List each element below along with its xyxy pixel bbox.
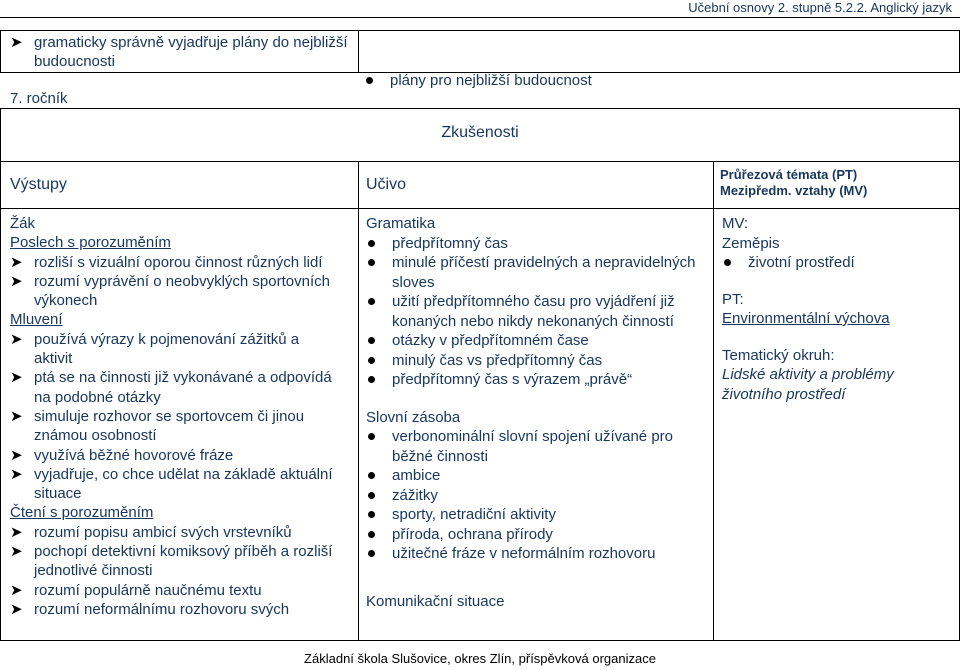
chevron-icon: ➤ <box>10 34 23 51</box>
cteni-heading: Čtení s porozuměním <box>10 504 154 522</box>
okruh-value: Lidské aktivity a problémy životního prostředí <box>722 366 894 403</box>
section-title: Zkušenosti <box>441 124 519 141</box>
bullet-icon <box>368 531 375 538</box>
bullet-icon <box>368 376 375 383</box>
col-divider-1 <box>358 161 359 640</box>
list-item: zážitky <box>366 486 706 506</box>
list-item: ➤ rozumí vyprávění o neobvyklých sportovních výkonech <box>10 272 330 310</box>
grade-label: 7. ročník <box>10 90 68 107</box>
chevron-icon: ➤ <box>10 407 23 425</box>
okruh-label: Tematický okruh: <box>722 346 835 364</box>
bullet-icon <box>368 550 375 557</box>
chevron-icon: ➤ <box>10 523 23 541</box>
slovni-zasoba-heading: Slovní zásoba <box>366 408 461 426</box>
bullet-icon <box>368 511 375 518</box>
list-item: ➤ rozumí neformálnímu rozhovoru svých <box>10 600 290 618</box>
columns-bottom-border <box>0 208 960 209</box>
chevron-icon: ➤ <box>10 253 23 271</box>
gramatika-heading: Gramatika <box>366 215 436 232</box>
col-divider-2 <box>713 161 714 640</box>
table-left-border <box>0 108 1 640</box>
list-item: ➤ rozliší s vizuální oporou činnost různých lidí <box>10 253 323 271</box>
document-footer: Základní škola Slušovice, okres Zlín, příspěvková organizace <box>304 651 656 666</box>
mluveni-heading: Mluvení <box>10 311 63 329</box>
list-item: ➤ ptá se na činnosti již vykonávané a odpovídá na podobné otázky <box>10 369 332 406</box>
bullet-icon <box>368 433 375 440</box>
list-item: ➤ rozumí populárně naučnému textu <box>10 581 262 599</box>
list-item: ➤ rozumí popisu ambicí svých vrstevníků <box>10 523 292 541</box>
chevron-icon: ➤ <box>10 600 23 618</box>
list-item: minulý čas vs předpřítomný čas <box>366 351 706 371</box>
vystupy-column <box>10 214 340 619</box>
list-item: verbonominální slovní spojení užívané pro běžné činnosti <box>366 427 706 466</box>
list-item: ➤ využívá běžné hovorové fráze <box>10 446 234 464</box>
list-item: ambice <box>366 466 706 486</box>
bullet-icon <box>368 298 375 305</box>
ucivo-column <box>366 214 706 611</box>
chevron-icon: ➤ <box>10 543 23 561</box>
mv-label: MV: <box>722 215 749 232</box>
zak-label: Žák <box>10 215 36 232</box>
pt-label: PT: <box>722 290 744 308</box>
header-rule <box>0 17 960 18</box>
column-header-vystupy: Výstupy <box>10 176 67 193</box>
bullet-icon <box>368 259 375 266</box>
list-item: předpřítomný čas <box>366 234 706 254</box>
bullet-icon <box>366 77 373 84</box>
document-header: Učební osnovy 2. stupně 5.2.2. Anglický jazyk <box>688 0 952 15</box>
list-item: užití předpřítomného času pro vyjádření již konaných nebo nikdy nekonaných činností <box>366 292 706 331</box>
column-header-pt: Průřezová témata (PT) Mezipředm. vztahy (MV) <box>720 167 868 198</box>
top-row-divider <box>358 30 359 72</box>
list-item: ➤ simuluje rozhovor se sportovcem či jinou známou osobností <box>10 407 305 445</box>
chevron-icon: ➤ <box>10 330 23 348</box>
bullet-icon <box>368 492 375 499</box>
table-bottom-border <box>0 640 960 641</box>
chevron-icon: ➤ <box>10 446 23 464</box>
bullet-icon <box>368 337 375 344</box>
top-row-outcome: ➤ gramaticky správně vyjadřuje plány do nejbližší budoucnosti <box>10 34 348 70</box>
section-top-border <box>0 108 960 109</box>
top-row-content: plány pro nejbližší budoucnost <box>364 71 750 91</box>
bullet-icon <box>724 259 731 266</box>
komunikacni-situace-heading: Komunikační situace <box>366 592 505 610</box>
list-item: ➤ pochopí detektivní komiksový příběh a rozliší jednotlivé činnosti <box>10 543 333 580</box>
top-row-left-border <box>0 30 1 72</box>
list-item: užitečné fráze v neformálním rozhovoru <box>366 544 706 564</box>
pt-subject: Environmentální výchova <box>722 310 890 327</box>
list-item: předpřítomný čas s výrazem „právě“ <box>366 370 706 390</box>
list-item: minulé příčestí pravidelných a nepravidelných sloves <box>366 253 706 292</box>
chevron-icon: ➤ <box>10 581 23 599</box>
bullet-icon <box>368 472 375 479</box>
list-item: ➤ vyjadřuje, co chce udělat na základě aktuální situace <box>10 465 333 503</box>
column-header-ucivo: Učivo <box>366 176 407 193</box>
chevron-icon: ➤ <box>10 465 23 483</box>
section-bottom-border <box>0 161 960 162</box>
chevron-icon: ➤ <box>10 369 23 387</box>
list-item: životní prostředí <box>722 253 950 273</box>
list-item: sporty, netradiční aktivity <box>366 505 706 525</box>
list-item: otázky v předpřítomném čase <box>366 331 706 351</box>
poslech-heading: Poslech s porozuměním <box>10 234 171 252</box>
bullet-icon <box>368 357 375 364</box>
list-item: ➤ používá výrazy k pojmenování zážitků a aktivit <box>10 330 300 368</box>
chevron-icon: ➤ <box>10 272 23 290</box>
mv-subject: Zeměpis <box>722 234 780 252</box>
list-item: příroda, ochrana přírody <box>366 525 706 545</box>
pt-column <box>722 214 950 404</box>
bullet-icon <box>368 240 375 247</box>
top-row-top-border <box>0 30 960 31</box>
